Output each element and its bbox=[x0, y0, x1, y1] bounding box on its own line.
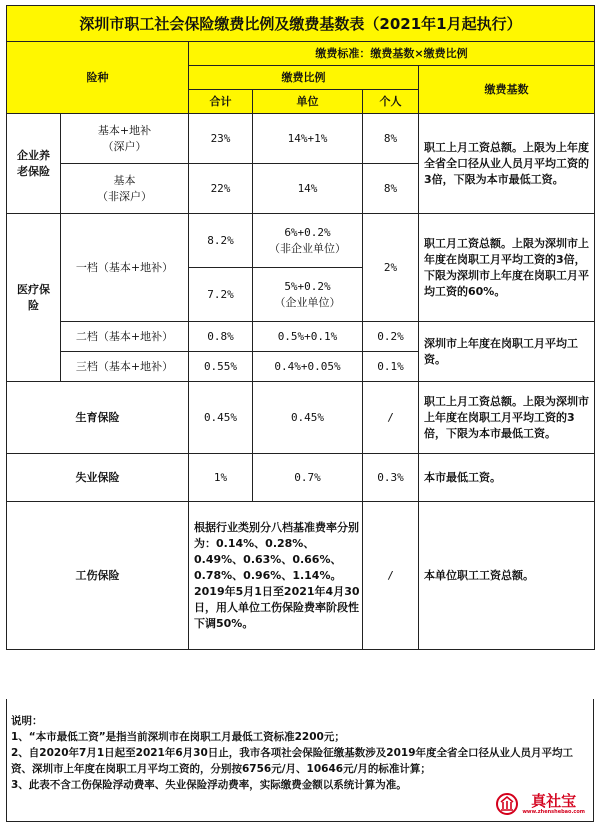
note-item: 2、自2020年7月1日起至2021年6月30日止，我市各项社会保险征缴基数涉及2019年度全省全口径从业人员月平均工资、深圳市上年度在岗职工月平均工资的，分别按6756元/月、10646元/月的标准计算； bbox=[11, 747, 574, 775]
pension-label-line2: 老保险 bbox=[17, 164, 50, 178]
injury-individual: / bbox=[363, 502, 419, 650]
pension-row-1-sub1: 基本+地补 bbox=[97, 123, 152, 137]
medical-tier1-employer-a bbox=[253, 214, 363, 268]
medical-tier1-total-a: 8.2% bbox=[189, 214, 253, 268]
note-item: 1、“本市最低工资”是指当前深圳市在岗职工月最低工资标准2200元； bbox=[11, 731, 345, 743]
unemployment-total: 1% bbox=[189, 454, 253, 502]
pension-row-2-individual: 8% bbox=[363, 164, 419, 214]
medical-tier3-individual: 0.1% bbox=[363, 352, 419, 382]
maternity-individual: / bbox=[363, 382, 419, 454]
header-standard: 缴费标准：缴费基数×缴费比例 bbox=[189, 42, 595, 66]
header-employer: 单位 bbox=[253, 90, 363, 114]
medical-tier1-employer-a-note: （非企业单位） bbox=[269, 241, 346, 255]
brand-logo bbox=[496, 793, 585, 815]
pension-row-1-individual: 8% bbox=[363, 114, 419, 164]
injury-ratio: 根据行业类别分八档基准费率分别为：0.14%、0.28%、0.49%、0.63%、0.66%、0.78%、0.96%、1.14%。2019年5月1日至2021年4月30日，用人单位工伤保险费率阶段性下调50%。 bbox=[189, 502, 363, 650]
pension-label bbox=[7, 114, 61, 214]
brand-name: 真社宝 bbox=[531, 792, 577, 810]
pension-row-2-total: 22% bbox=[189, 164, 253, 214]
medical-tier2-total: 0.8% bbox=[189, 322, 253, 352]
medical-tier1-individual: 2% bbox=[363, 214, 419, 322]
pension-row-1-total: 23% bbox=[189, 114, 253, 164]
medical-tier3-label: 三档（基本+地补） bbox=[61, 352, 189, 382]
medical-tier1-employer-a-rate: 6%+0.2% bbox=[284, 225, 331, 239]
pension-row-1-employer: 14%+1% bbox=[253, 114, 363, 164]
medical-tier1-total-b: 7.2% bbox=[189, 268, 253, 322]
medical-label-line2: 险 bbox=[28, 298, 39, 312]
medical-tier3-total: 0.55% bbox=[189, 352, 253, 382]
pension-label-line1: 企业养 bbox=[17, 148, 50, 162]
pension-row-2-employer: 14% bbox=[253, 164, 363, 214]
medical-tier2-label: 二档（基本+地补） bbox=[61, 322, 189, 352]
medical-tier1-employer-b-note: （企业单位） bbox=[274, 295, 341, 309]
pension-row-1-sub2: （深户） bbox=[102, 139, 147, 153]
pension-row-1-label bbox=[61, 114, 189, 164]
unemployment-base: 本市最低工资。 bbox=[419, 454, 595, 502]
header-insurance-type: 险种 bbox=[7, 42, 189, 114]
maternity-label: 生育保险 bbox=[7, 382, 189, 454]
note-item: 3、此表不含工伤保险浮动费率、失业保险浮动费率，实际缴费金额以系统计算为准。 bbox=[11, 779, 407, 791]
brand-url: www.zhenshebao.com bbox=[522, 809, 585, 815]
pension-row-2-sub2: （非深户） bbox=[97, 189, 152, 203]
unemployment-individual: 0.3% bbox=[363, 454, 419, 502]
pension-row-2-label bbox=[61, 164, 189, 214]
brand-emblem-icon bbox=[496, 793, 518, 815]
unemployment-employer: 0.7% bbox=[253, 454, 363, 502]
notes-heading: 说明： bbox=[11, 715, 43, 727]
header-total: 合计 bbox=[189, 90, 253, 114]
medical-label bbox=[7, 214, 61, 382]
pension-row-2-sub1: 基本 bbox=[113, 173, 136, 187]
medical-tier1-employer-b bbox=[253, 268, 363, 322]
injury-base: 本单位职工工资总额。 bbox=[419, 502, 595, 650]
maternity-total: 0.45% bbox=[189, 382, 253, 454]
medical-tier1-label: 一档（基本+地补） bbox=[61, 214, 189, 322]
maternity-employer: 0.45% bbox=[253, 382, 363, 454]
medical-tier23-base: 深圳市上年度在岗职工月平均工资。 bbox=[419, 322, 595, 382]
pension-base: 职工上月工资总额。上限为上年度全省全口径从业人员月平均工资的3倍，下限为本市最低工资。 bbox=[419, 114, 595, 214]
medical-label-line1: 医疗保 bbox=[17, 282, 50, 296]
maternity-base: 职工上月工资总额。上限为深圳市上年度在岗职工月平均工资的3倍，下限为本市最低工资。 bbox=[419, 382, 595, 454]
medical-tier1-base: 职工月工资总额。上限为深圳市上年度在岗职工月平均工资的3倍，下限为深圳市上年度在岗职工月平均工资的60%。 bbox=[419, 214, 595, 322]
medical-tier2-employer: 0.5%+0.1% bbox=[253, 322, 363, 352]
header-base: 缴费基数 bbox=[419, 66, 595, 114]
medical-tier2-individual: 0.2% bbox=[363, 322, 419, 352]
table-title: 深圳市职工社会保险缴费比例及缴费基数表（2021年1月起执行） bbox=[7, 6, 595, 42]
notes-section bbox=[6, 699, 594, 822]
header-individual: 个人 bbox=[363, 90, 419, 114]
unemployment-label: 失业保险 bbox=[7, 454, 189, 502]
medical-tier3-employer: 0.4%+0.05% bbox=[253, 352, 363, 382]
insurance-sheet bbox=[6, 5, 594, 822]
injury-label: 工伤保险 bbox=[7, 502, 189, 650]
medical-tier1-employer-b-rate: 5%+0.2% bbox=[284, 279, 331, 293]
insurance-table bbox=[6, 5, 595, 650]
header-ratio: 缴费比例 bbox=[189, 66, 419, 90]
brand-text bbox=[522, 793, 585, 815]
